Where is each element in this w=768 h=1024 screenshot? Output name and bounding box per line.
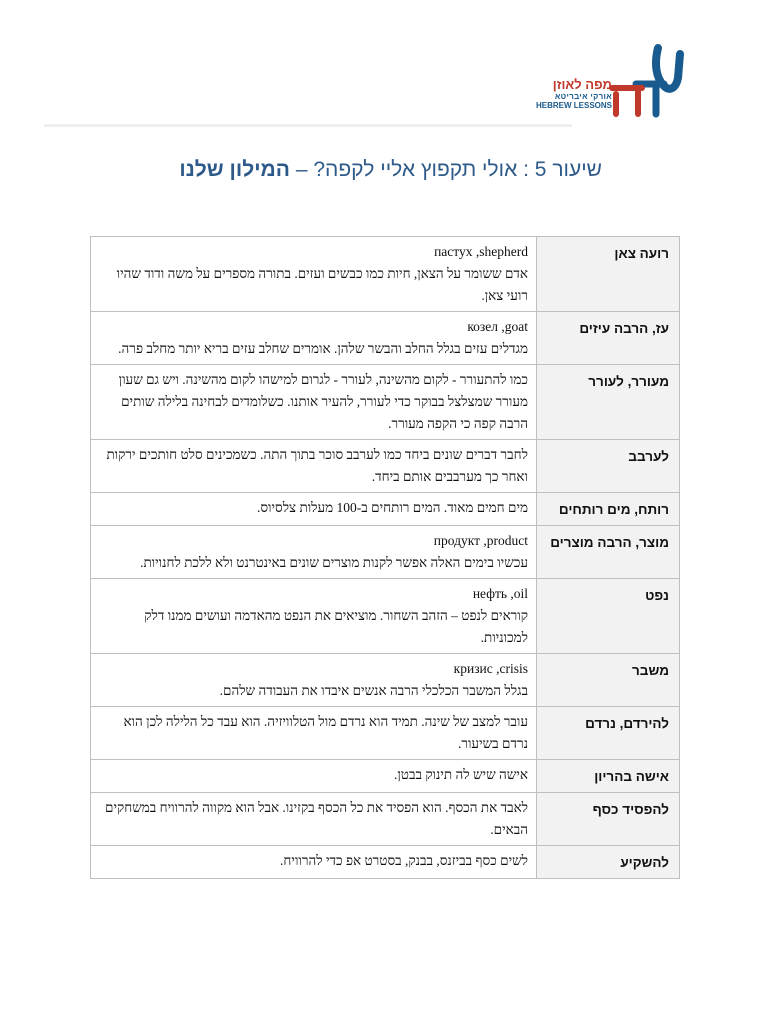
- vocab-translation: кризис ,crisis: [453, 661, 528, 676]
- table-row: [91, 493, 680, 526]
- vocab-definition-cell: [91, 440, 537, 493]
- vocab-definition: כמו להתעורר - לקום מהשינה, לעורר - לגרום למישהו לקום מהשינה. ויש גם שעון מעורר שמצלצל בבוקר כדי לעורר, להעיר אותנו. כשלומדים לבחינה בלילה שותים הרבה קפה כי הקפה מעורר.: [118, 372, 528, 431]
- vocab-translation-line: [103, 583, 528, 605]
- vocab-definition-cell: [91, 654, 537, 707]
- vocab-term: לערבב: [537, 440, 680, 493]
- vocab-definition-cell: [91, 846, 537, 879]
- table-row: [91, 440, 680, 493]
- vocab-definition: לחבר דברים שונים ביחד כמו לערבב סוכר בתוך התה. כשמכינים סלט חותכים ירקות ואחר כך מערבבים אותם ביחד.: [106, 447, 528, 484]
- vocab-definition-cell: [91, 793, 537, 846]
- vocab-definition-cell: [91, 579, 537, 654]
- vocab-translation-line: [103, 658, 528, 680]
- brand-text: [526, 78, 612, 110]
- vocab-definition: אדם ששומר על הצאן, חיות כמו כבשים ועזים. בתורה מספרים על משה ודוד שהיו רועי צאן.: [116, 266, 528, 303]
- brand-hebrew: מפה לאוזן: [552, 77, 612, 92]
- vocab-term: להפסיד כסף: [537, 793, 680, 846]
- vocab-term: מוצר, הרבה מוצרים: [537, 526, 680, 579]
- vocab-term: רועה צאן: [537, 237, 680, 312]
- vocab-definition: עובר למצב של שינה. תמיד הוא נרדם מול הטלוויזיה. הוא עבד כל הלילה לכן הוא נרדם בשיעור.: [123, 714, 528, 751]
- vocab-definition-cell: [91, 312, 537, 365]
- vocab-definition: אישה שיש לה תינוק בבטן.: [393, 767, 528, 782]
- vocab-definition: קוראים לנפט – הזהב השחור. מוציאים את הנפט מהאדמה ועושים ממנו דלק למכוניות.: [144, 608, 528, 645]
- vocab-definition-cell: [91, 707, 537, 760]
- title-bold: המילון שלנו: [179, 158, 290, 181]
- vocab-term: מעורר, לעורר: [537, 365, 680, 440]
- vocab-definition: מים חמים מאוד. המים רותחים ב-100 מעלות צלסיוס.: [257, 500, 528, 515]
- table-row: [91, 846, 680, 879]
- vocab-translation: пастух ,shepherd: [434, 244, 528, 259]
- vocab-term: להירדם, נרדם: [537, 707, 680, 760]
- vocab-definition-cell: [91, 760, 537, 793]
- vocab-definition-cell: [91, 237, 537, 312]
- vocab-definition: עכשיו בימים האלה אפשר לקנות מוצרים שונים באינטרנט ולא ללכת לחנויות.: [140, 555, 528, 570]
- vocab-definition-cell: [91, 365, 537, 440]
- vocab-translation: продукт ,product: [433, 533, 528, 548]
- logo: [520, 44, 688, 120]
- vocab-term: רותח, מים רותחים: [537, 493, 680, 526]
- brand-english: HEBREW LESSONS: [535, 101, 612, 110]
- title-main: שיעור 5 : אולי תקפוץ אליי לקפה? –: [289, 158, 602, 181]
- table-row: [91, 526, 680, 579]
- vocab-translation-line: [103, 241, 528, 263]
- brand-subtitle: אורקי איבריטא: [554, 92, 612, 101]
- table-row: [91, 312, 680, 365]
- vocab-term: נפט: [537, 579, 680, 654]
- vocab-term: משבר: [537, 654, 680, 707]
- table-row: [91, 707, 680, 760]
- page-title: [90, 158, 602, 182]
- table-row: [91, 793, 680, 846]
- table-row: [91, 579, 680, 654]
- table-row: [91, 654, 680, 707]
- vocabulary-table: [90, 236, 680, 879]
- logo-mark: [606, 44, 684, 120]
- vocab-translation-line: [103, 316, 528, 338]
- table-row: [91, 237, 680, 312]
- vocab-term: עז, הרבה עיזים: [537, 312, 680, 365]
- vocab-definition-cell: [91, 493, 537, 526]
- vocab-term: להשקיע: [537, 846, 680, 879]
- vocab-translation: козел ,goat: [467, 319, 528, 334]
- vocab-definition-cell: [91, 526, 537, 579]
- table-row: [91, 365, 680, 440]
- vocab-translation: нефть ,oil: [472, 586, 528, 601]
- vocab-definition: לשים כסף בביזנס, בבנק, בסטרט אפ כדי להרוויח.: [280, 853, 528, 868]
- vocab-definition: בגלל המשבר הכלכלי הרבה אנשים איבדו את העבודה שלהם.: [219, 683, 528, 698]
- vocab-term: אישה בהריון: [537, 760, 680, 793]
- header-divider: [44, 124, 572, 127]
- vocab-translation-line: [103, 530, 528, 552]
- vocab-definition: מגדלים עזים בגלל החלב והבשר שלהן. אומרים שחלב עזים בריא יותר מחלב פרה.: [118, 341, 528, 356]
- vocab-definition: לאבד את הכסף. הוא הפסיד את כל הכסף בקזינו. אבל הוא מקווה להרוויח במשחקים הבאים.: [105, 800, 528, 837]
- table-row: [91, 760, 680, 793]
